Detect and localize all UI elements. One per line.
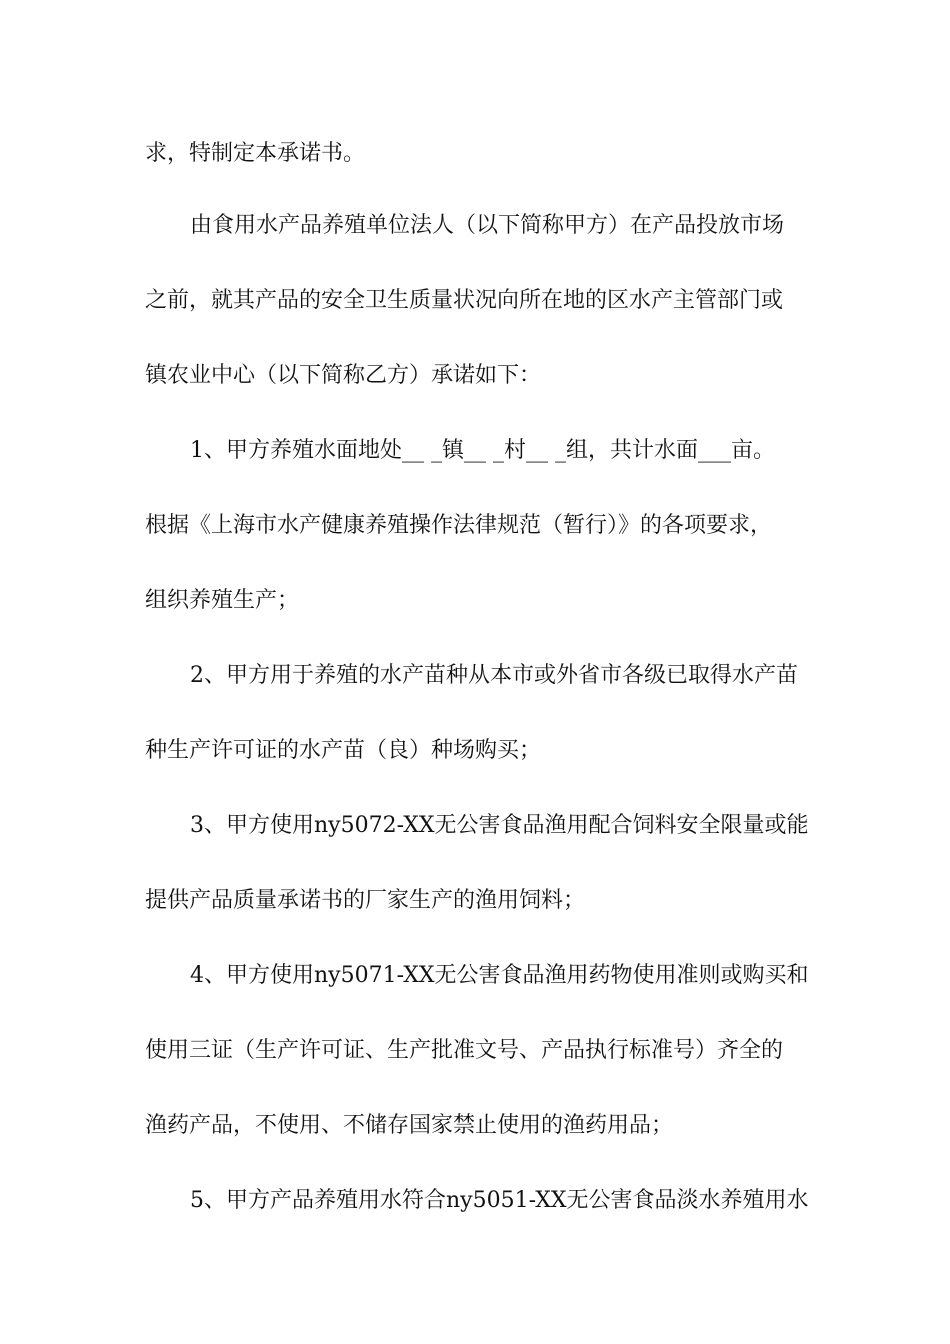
text-line: 种生产许可证的水产苗（良）种场购买； — [145, 738, 542, 763]
text-line: 使用三证（生产许可证、生产批准文号、产品执行标准号）齐全的 — [145, 1038, 784, 1063]
list-item-1: 1、甲方养殖水面地处__ _镇__ _村__ _组，共计水面___亩。 — [190, 438, 775, 463]
text-line: 根据《上海市水产健康养殖操作法律规范（暂行）》的各项要求， — [145, 513, 773, 538]
list-item-3: 3、甲方使用ny5072-XX无公害食品渔用配合饲料安全限量或能 — [190, 813, 809, 838]
text-line: 渔药产品，不使用、不储存国家禁止使用的渔药用品； — [145, 1113, 674, 1138]
list-item-4: 4、甲方使用ny5071-XX无公害食品渔用药物使用准则或购买和 — [190, 963, 809, 988]
text-line: 之前，就其产品的安全卫生质量状况向所在地的区水产主管部门或 — [145, 288, 784, 313]
list-item-2: 2、甲方用于养殖的水产苗种从本市或外省市各级已取得水产苗 — [190, 663, 798, 688]
text-line: 组织养殖生产； — [145, 588, 300, 613]
paragraph-line: 由食用水产品养殖单位法人（以下简称甲方）在产品投放市场 — [190, 213, 785, 238]
text-line: 提供产品质量承诺书的厂家生产的渔用饲料； — [145, 888, 586, 913]
text-line: 求，特制定本承诺书。 — [145, 141, 366, 166]
list-item-5: 5、甲方产品养殖用水符合ny5051-XX无公害食品淡水养殖用水 — [190, 1188, 809, 1213]
text-line: 镇农业中心（以下简称乙方）承诺如下： — [145, 363, 542, 388]
